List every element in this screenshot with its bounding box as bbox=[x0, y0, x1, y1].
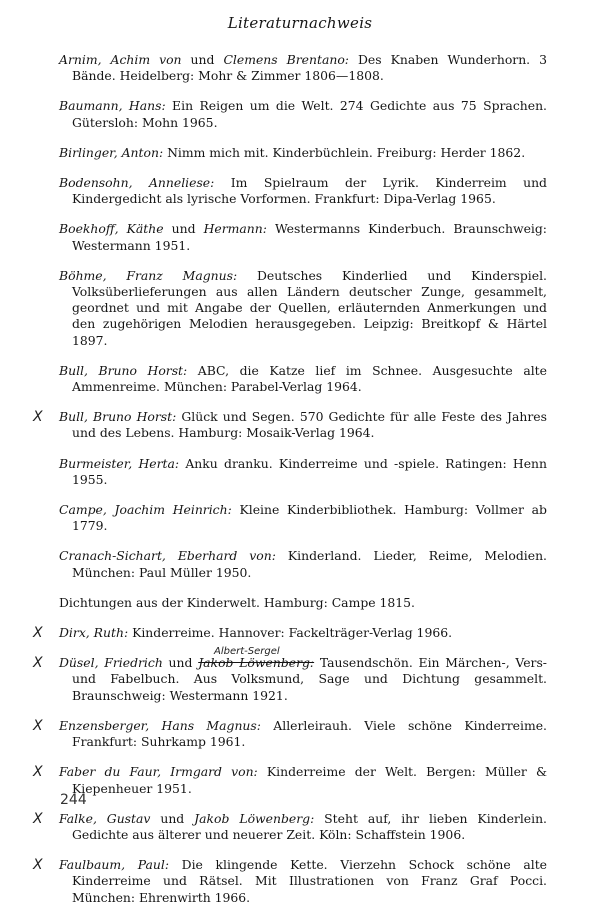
bibliography-list bbox=[33, 52, 548, 920]
handwritten-note: Albert-Sergel bbox=[214, 646, 280, 658]
bib-entry-bull-glueck bbox=[33, 409, 547, 441]
bib-entry-burmeister bbox=[59, 456, 547, 488]
entry-title: Anku dranku. Kinderreime und -spiele. Ratingen: Henn 1955. bbox=[72, 455, 547, 487]
entry-text bbox=[59, 718, 547, 750]
entry-title: Im Spielraum der Lyrik. Kinderreim und Kindergedicht als lyrische Vorformen. Frankfurt: Dipa-Verlag 1965. bbox=[72, 175, 547, 207]
checkmark-x-icon: X bbox=[33, 409, 43, 426]
bib-entry-duesel bbox=[33, 646, 547, 704]
checkmark-x-icon: X bbox=[33, 655, 43, 672]
entry-author: Düsel, Friedrich bbox=[59, 655, 163, 671]
entry-title: Allerleirauh. Viele schöne Kinderreime. Frankfurt: Suhrkamp 1961. bbox=[72, 717, 547, 750]
entry-text bbox=[59, 655, 547, 704]
bib-entry-arnim bbox=[59, 52, 547, 84]
bib-entry-baumann bbox=[59, 98, 547, 130]
entry-author2-struck: Jakob Löwenberg: bbox=[198, 655, 315, 671]
entry-text bbox=[59, 764, 547, 796]
checkmark-x-icon: X bbox=[33, 625, 43, 642]
entry-author: Faber du Faur, Irmgard von: bbox=[59, 764, 258, 780]
entry-title: Kinderreime. Hannover: Fackelträger-Verlag 1966. bbox=[128, 625, 453, 641]
entry-title: Tausendschön. Ein Märchen-, Vers- und Fabelbuch. Aus Volksmund, Sage und Dichtung gesammelt. Braunschweig: Westermann 1921. bbox=[72, 655, 547, 703]
entry-title: Deutsches Kinderlied und Kinderspiel. Volksüberlieferungen aus allen Ländern deutscher Zunge, gesammelt, geordnet und mit Angabe der Quellen, erläuternden Anmerkungen und den zugehörigen Melodien herausgegeben. Leipzig: Breitkopf & Härtel 1897. bbox=[72, 267, 547, 348]
bib-entry-faulbaum bbox=[33, 857, 547, 906]
entry-author: Baumann, Hans: bbox=[59, 98, 166, 114]
entry-author: Cranach-Sichart, Eberhard von: bbox=[59, 548, 276, 564]
entry-title: Nimm mich mit. Kinderbüchlein. Freiburg: Herder 1862. bbox=[163, 144, 526, 160]
entry-author: Boekhoff, Käthe bbox=[59, 221, 164, 237]
entry-title: ABC, die Katze lief im Schnee. Ausgesuchte alte Ammenreime. München: Parabel-Verlag 1964. bbox=[72, 362, 547, 395]
entry-connector: und bbox=[162, 655, 199, 671]
entry-author: Burmeister, Herta: bbox=[59, 455, 180, 471]
bib-entry-dirx bbox=[33, 625, 547, 642]
bib-entry-boekhoff bbox=[59, 221, 547, 253]
entry-title: Glück und Segen. 570 Gedichte für alle Feste des Jahres und des Lebens. Hamburg: Mosaik-Verlag 1964. bbox=[72, 409, 547, 441]
entry-title: Ein Reigen um die Welt. 274 Gedichte aus 75 Sprachen. Gütersloh: Mohn 1965. bbox=[72, 98, 547, 130]
bib-entry-falke bbox=[33, 810, 547, 843]
bib-entry-bull-abc bbox=[59, 363, 547, 395]
entry-title: Kinderland. Lieder, Reime, Melodien. München: Paul Müller 1950. bbox=[72, 548, 547, 580]
entry-text bbox=[59, 409, 547, 441]
entry-author2: Hermann: bbox=[203, 221, 267, 237]
entry-title: Dichtungen aus der Kinderwelt. Hamburg: Campe 1815. bbox=[59, 594, 415, 610]
page-header: Literaturnachweis bbox=[227, 14, 373, 32]
entry-title: Des Knaben Wunderhorn. 3 Bände. Heidelberg: Mohr & Zimmer 1806—1808. bbox=[72, 52, 548, 84]
entry-text bbox=[59, 363, 547, 395]
entry-connector: und bbox=[150, 810, 195, 826]
entry-author2: Jakob Löwenberg: bbox=[194, 810, 315, 826]
entry-author: Campe, Joachim Heinrich: bbox=[59, 502, 232, 518]
entry-text bbox=[59, 857, 547, 906]
entry-text bbox=[59, 145, 547, 161]
entry-title: Kinderreime der Welt. Bergen: Müller & Kiepenheuer 1951. bbox=[72, 764, 547, 796]
bib-entry-boehme bbox=[59, 268, 547, 349]
bib-entry-bodensohn bbox=[59, 175, 547, 207]
entry-text bbox=[59, 595, 547, 611]
entry-text bbox=[59, 52, 547, 84]
entry-author: Arnim, Achim von bbox=[59, 52, 182, 67]
entry-text bbox=[59, 221, 547, 253]
entry-text bbox=[59, 456, 547, 488]
entry-author: Bull, Bruno Horst: bbox=[59, 362, 188, 378]
bib-entry-campe bbox=[59, 502, 547, 534]
entry-title: Kleine Kinderbibliothek. Hamburg: Vollmer ab 1779. bbox=[72, 502, 547, 534]
bib-entry-birlinger bbox=[59, 145, 547, 161]
entry-author: Enzensberger, Hans Magnus: bbox=[59, 717, 261, 733]
entry-author: Faulbaum, Paul: bbox=[59, 857, 170, 873]
checkmark-x-icon: X bbox=[33, 810, 43, 827]
entry-author: Dirx, Ruth: bbox=[59, 625, 129, 641]
bib-entry-cranach bbox=[59, 548, 547, 580]
bib-entry-faber bbox=[33, 764, 547, 796]
entry-text bbox=[59, 175, 547, 207]
entry-author: Böhme, Franz Magnus: bbox=[59, 267, 238, 283]
entry-title: Westermanns Kinderbuch. Braunschweig: Westermann 1951. bbox=[72, 221, 547, 253]
entry-connector: und bbox=[181, 52, 224, 67]
entry-text bbox=[59, 268, 547, 349]
entry-text bbox=[59, 502, 547, 534]
entry-author: Bodensohn, Anneliese: bbox=[59, 175, 215, 191]
entry-connector: und bbox=[163, 221, 204, 237]
entry-title: Steht auf, ihr lieben Kinderlein. Gedichte aus älterer und neuerer Zeit. Köln: Schaffstein 1906. bbox=[72, 810, 547, 842]
entry-text bbox=[59, 811, 547, 843]
entry-author: Falke, Gustav bbox=[59, 810, 151, 826]
bib-entry-dichtungen bbox=[59, 595, 547, 611]
checkmark-x-icon: X bbox=[33, 717, 43, 734]
entry-author: Bull, Bruno Horst: bbox=[59, 409, 177, 425]
checkmark-x-icon: X bbox=[33, 857, 43, 874]
entry-text bbox=[59, 548, 547, 580]
entry-author: Birlinger, Anton: bbox=[59, 144, 164, 160]
checkmark-x-icon: X bbox=[33, 764, 43, 781]
entry-author2: Clemens Brentano: bbox=[223, 52, 349, 67]
page-number: 244 bbox=[60, 792, 87, 808]
bib-entry-enzensberger bbox=[33, 717, 547, 750]
entry-title: Die klingende Kette. Vierzehn Schock schöne alte Kinderreime und Rätsel. Mit Illustrationen von Franz Graf Pocci. München: Ehrenwirth 1966. bbox=[72, 857, 547, 905]
entry-text bbox=[59, 625, 547, 641]
entry-text bbox=[59, 98, 547, 130]
